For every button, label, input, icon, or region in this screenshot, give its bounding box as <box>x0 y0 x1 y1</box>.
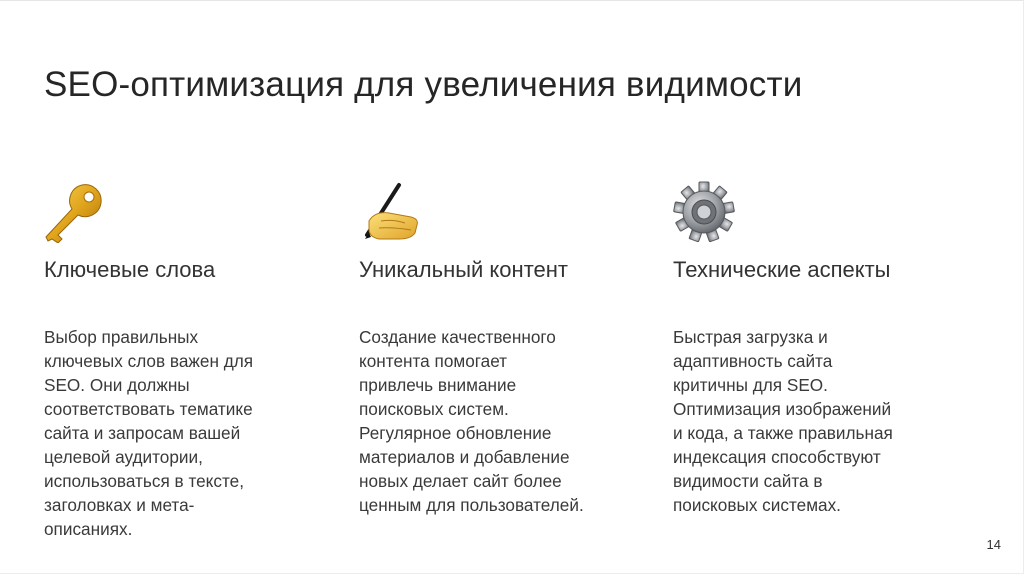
writing-hand-icon <box>359 181 425 243</box>
column-heading: Уникальный контент <box>359 257 568 282</box>
text-line: адаптивность сайта <box>673 351 833 371</box>
text-line: заголовках и мета- <box>44 495 195 515</box>
text-line: поисковых системах. <box>673 495 841 515</box>
key-icon <box>44 181 110 243</box>
text-line: Создание качественного <box>359 327 556 347</box>
column-content <box>359 181 659 515</box>
text-line: описаниях. <box>44 519 133 539</box>
text-line: новых делает сайт более <box>359 471 562 491</box>
text-line: ценным для пользователей. <box>359 495 584 515</box>
page-number: 14 <box>986 537 1001 552</box>
text-line: Регулярное обновление <box>359 423 552 443</box>
column-keywords <box>44 181 344 539</box>
text-line: индексация способствуют <box>673 447 881 467</box>
text-line: сайта и запросам вашей <box>44 423 241 443</box>
text-line: Быстрая загрузка и <box>673 327 828 347</box>
column-heading: Ключевые слова <box>44 257 216 282</box>
column-description <box>673 325 938 517</box>
text-line: видимости сайта в <box>673 471 823 491</box>
text-line: соответствовать тематике <box>44 399 253 419</box>
text-line: использоваться в тексте, <box>44 471 244 491</box>
text-line: контента помогает <box>359 351 508 371</box>
text-line: критичны для SEO. <box>673 375 828 395</box>
text-line: и кода, а также правильная <box>673 423 893 443</box>
column-description <box>44 325 309 541</box>
column-heading: Технические аспекты <box>673 257 891 282</box>
text-line: Оптимизация изображений <box>673 399 892 419</box>
slide-title: SEO-оптимизация для увеличения видимости <box>44 65 803 104</box>
column-technical <box>673 181 973 515</box>
text-line: целевой аудитории, <box>44 447 203 467</box>
text-line: ключевых слов важен для <box>44 351 254 371</box>
text-line: привлечь внимание <box>359 375 517 395</box>
text-line: поисковых систем. <box>359 399 509 419</box>
text-line: Выбор правильных <box>44 327 199 347</box>
text-line: материалов и добавление <box>359 447 570 467</box>
gear-icon <box>673 181 739 243</box>
text-line: SEO. Они должны <box>44 375 190 395</box>
column-description <box>359 325 624 517</box>
